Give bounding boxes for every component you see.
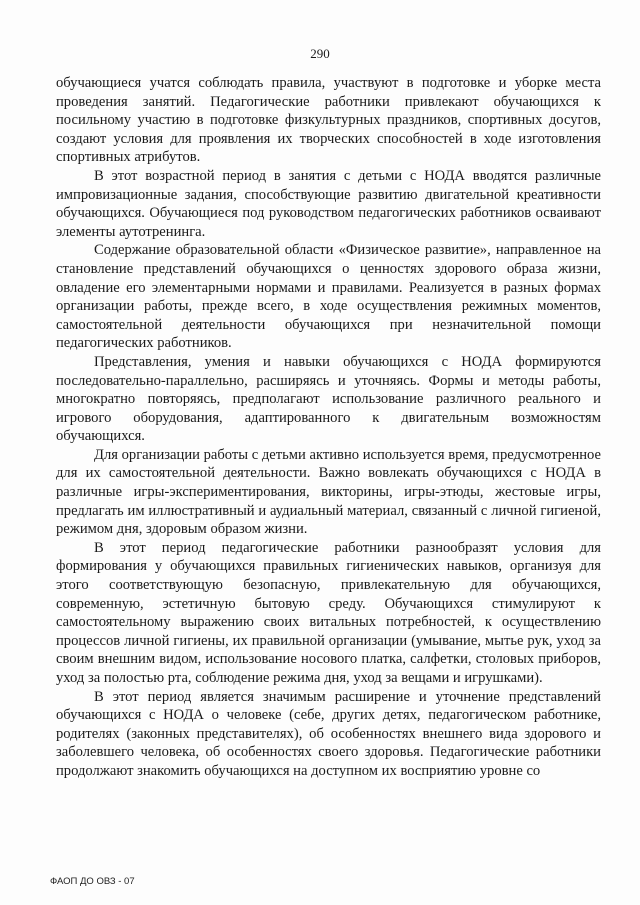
paragraph: Для организации работы с детьми активно используется время, предусмотренное для их самостоятельной деятельности. Важно вовлекать обучающихся с НОДА в различные игры-экспериментирования, викторины, игры-этюды, жестовые игры, предлагать им иллюстративный и аудиальный материал, связанный с личной гигиеной, режимом дня, здоровым образом жизни.: [56, 446, 602, 538]
paragraph: В этот возрастной период в занятия с детьми с НОДА вводятся различные импровизационные задания, способствующие развитию двигательной креативности обучающихся. Обучающиеся под руководством педагогических работников осваивают элементы аутотренинга.: [56, 167, 601, 240]
paragraph: В этот период педагогические работники разнообразят условия для формирования у обучающихся правильных гигиенических навыков, организуя для этого соответствующую безопасную, привлекательную для обучающихся, современную, эстетичную бытовую среду. Обучающихся стимулируют к самостоятельному выражению своих витальных потребностей, к осуществлению процессов личной гигиены, их правильной организации (умывание, мытье рук, уход за своим внешним видом, использование носового платка, салфетки, столовых приборов, уход за полостью рта, соблюдение режима дня, уход за вещами и игрушками).: [56, 539, 601, 686]
paragraph-continued: обучающиеся учатся соблюдать правила, участвуют в подготовке и уборке места проведения занятий. Педагогические работники привлекают обучающихся к посильному участию в подготовке физкультурных праздников, спортивных досугов, создают условия для проявления их творческих способностей в ходе изготовления спортивных атрибутов.: [56, 75, 601, 166]
document-footer: ФАОП ДО ОВЗ - 07: [50, 876, 135, 887]
document-body: [56, 74, 601, 781]
paragraph: Представления, умения и навыки обучающихся с НОДА формируются последовательно-параллельно, расширяясь и уточняясь. Формы и методы работы, многократно повторяясь, предполагают использование различного реального и игрового оборудования, адаптированного к двигательным возможностям обучающихся.: [56, 353, 601, 445]
page-number: 290: [310, 46, 330, 61]
paragraph: В этот период является значимым расширение и уточнение представлений обучающихся с НОДА о человеке (себе, других детях, педагогическом работнике, родителях (законных представителях), об особенностях внешнего вида здорового и заболевшего человека, об особенностях своего здоровья. Педагогические работники продолжают знакомить обучающихся на доступном их восприятию уровне со: [56, 688, 601, 779]
paragraph: Содержание образовательной области «Физическое развитие», направленное на становление представлений обучающихся о ценностях здорового образа жизни, овладение его элементарными нормами и правилами. Реализуется в разных формах организации работы, прежде всего, в ходе осуществления режимных моментов, самостоятельной деятельности обучающихся при незначительной помощи педагогических работников.: [56, 242, 601, 352]
